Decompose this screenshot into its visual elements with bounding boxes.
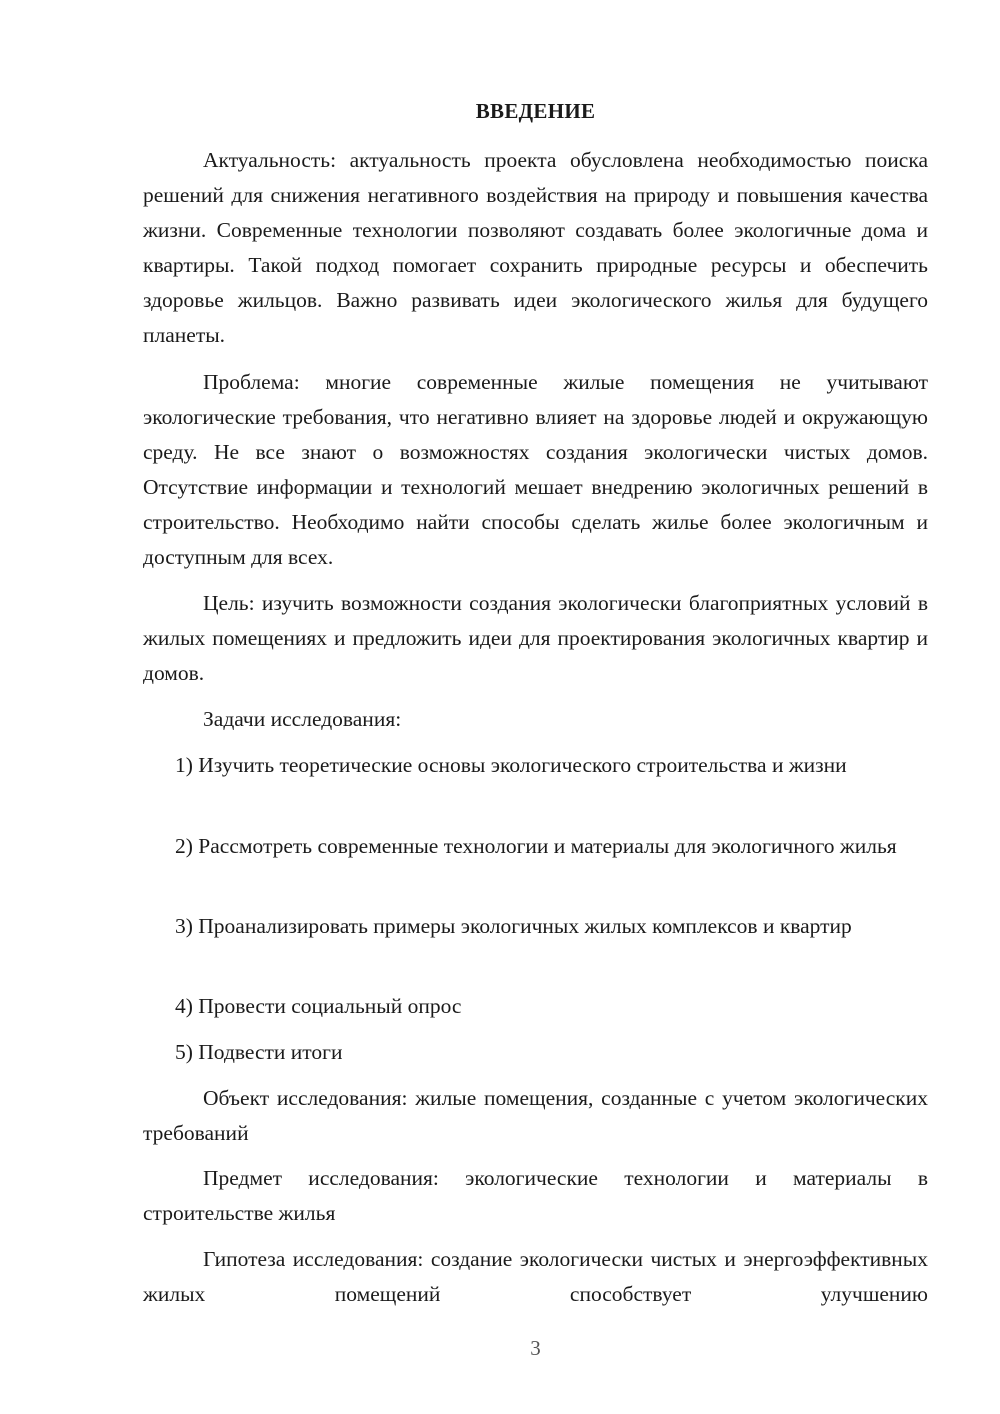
relevance-paragraph: Актуальность: актуальность проекта обусловлена необходимостью поиска решений для снижения негативного воздействия на природу и повышения качества жизни. Современные технологии позволяют создавать более экологичные дома и квартиры. Такой подход помогает сохранить природные ресурсы и обеспечить здоровье жильцов. Важно развивать идеи экологического жилья для будущего планеты. bbox=[143, 148, 928, 347]
object-paragraph: Объект исследования: жилые помещения, созданные с учетом экологических требований bbox=[143, 1086, 928, 1145]
task-item-5: 5) Подвести итоги bbox=[175, 1040, 343, 1064]
section-heading: ВВЕДЕНИЕ bbox=[475, 99, 596, 123]
task-item-3: 3) Проанализировать примеры экологичных жилых комплексов и квартир bbox=[175, 914, 852, 938]
goal-paragraph: Цель: изучить возможности создания экологически благоприятных условий в жилых помещениях и предложить идеи для проектирования экологичных квартир и домов. bbox=[143, 591, 928, 685]
subject-paragraph: Предмет исследования: экологические технологии и материалы в строительстве жилья bbox=[143, 1166, 928, 1225]
document-page bbox=[143, 0, 928, 1414]
task-item-4: 4) Провести социальный опрос bbox=[175, 994, 462, 1018]
task-item-2: 2) Рассмотреть современные технологии и материалы для экологичного жилья bbox=[175, 834, 897, 858]
hypothesis-paragraph: Гипотеза исследования: создание экологически чистых и энергоэффективных жилых помещений способствует улучшению bbox=[143, 1247, 928, 1306]
problem-paragraph: Проблема: многие современные жилые помещения не учитывают экологические требования, что негативно влияет на здоровье людей и окружающую среду. Не все знают о возможностях создания экологически чистых домов. Отсутствие информации и технологий мешает внедрению экологичных решений в строительство. Необходимо найти способы сделать жилье более экологичным и доступным для всех. bbox=[143, 370, 928, 569]
page-number: 3 bbox=[530, 1336, 541, 1360]
tasks-heading: Задачи исследования: bbox=[203, 707, 402, 731]
task-item-1: 1) Изучить теоретические основы экологического строительства и жизни bbox=[175, 753, 847, 777]
